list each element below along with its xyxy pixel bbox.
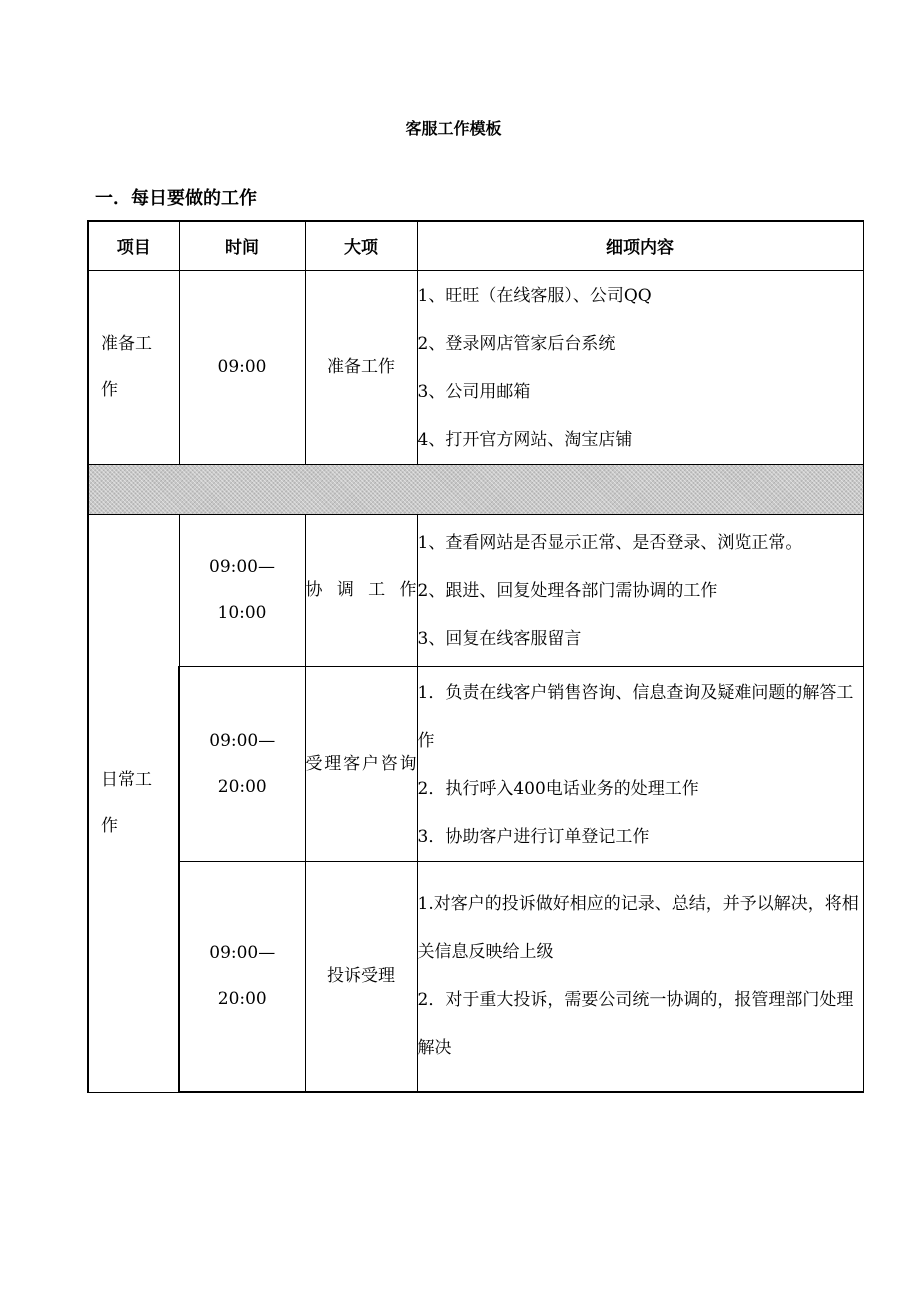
prep-category-cell	[88, 270, 179, 464]
daily-2-item-cell	[305, 666, 417, 861]
prep-item-cell	[305, 270, 417, 464]
detail-line: 2、跟进、回复处理各部门需协调的工作	[417, 580, 718, 601]
header-row	[88, 221, 863, 270]
header-details: 细项内容	[417, 221, 863, 270]
daily-3-details-cell	[417, 861, 863, 1092]
section-heading: 一．每日要做的工作	[95, 188, 257, 209]
detail-line: 4、打开官方网站、淘宝店铺	[417, 429, 633, 450]
shaded-separator	[88, 464, 863, 514]
daily-2-time-cell	[179, 666, 305, 861]
prep-time: 09:00	[217, 357, 267, 377]
detail-line: 1、查看网站是否显示正常、是否登录、浏览正常。	[417, 532, 803, 553]
detail-line: 3、公司用邮箱	[417, 381, 531, 402]
table-row-daily-2	[88, 666, 863, 861]
table-row-prep	[88, 270, 863, 464]
header-item: 大项	[305, 221, 417, 270]
table-row-daily-3	[88, 861, 863, 1092]
detail-line: 1.对客户的投诉做好相应的记录、总结，并予以解决，将相关信息反映给上级	[417, 893, 859, 962]
detail-line: 3、回复在线客服留言	[417, 628, 582, 649]
daily-3-item: 投诉受理	[327, 966, 395, 987]
document-title: 客服工作模板	[405, 119, 502, 138]
header-category: 项目	[88, 221, 179, 270]
table-row-daily-1	[88, 514, 863, 666]
daily-2-item: 受理客户咨询	[305, 753, 417, 774]
schedule-table	[87, 220, 864, 1093]
detail-line: 3．协助客户进行订单登记工作	[417, 826, 650, 847]
daily-1-details-cell	[417, 514, 863, 666]
header-time: 时间	[179, 221, 305, 270]
daily-3-item-cell	[305, 861, 417, 1092]
daily-2-time: 09:00—20:00	[209, 730, 276, 797]
daily-1-item: 协调工作	[305, 580, 417, 600]
daily-1-item-cell	[305, 514, 417, 666]
prep-time-cell	[179, 270, 305, 464]
daily-2-details-cell	[417, 666, 863, 861]
daily-3-time: 09:00—20:00	[209, 943, 276, 1010]
daily-3-time-cell	[179, 861, 305, 1092]
daily-category: 日常工作	[101, 770, 152, 836]
detail-line: 1、旺旺（在线客服）、公司QQ	[417, 285, 652, 306]
daily-category-cell	[88, 514, 179, 1092]
prep-details-cell	[417, 270, 863, 464]
detail-line: 2．执行呼入400电话业务的处理工作	[417, 778, 699, 799]
prep-item: 准备工作	[327, 357, 395, 377]
prep-category: 准备工作	[101, 334, 152, 400]
shaded-separator-row	[88, 464, 863, 514]
detail-line: 2、登录网店管家后台系统	[417, 333, 616, 354]
daily-1-time-cell	[179, 514, 305, 666]
daily-1-time: 09:00—10:00	[209, 557, 275, 623]
detail-line: 2．对于重大投诉，需要公司统一协调的，报管理部门处理解决	[417, 989, 854, 1058]
detail-line: 1．负责在线客户销售咨询、信息查询及疑难问题的解答工作	[417, 682, 854, 751]
